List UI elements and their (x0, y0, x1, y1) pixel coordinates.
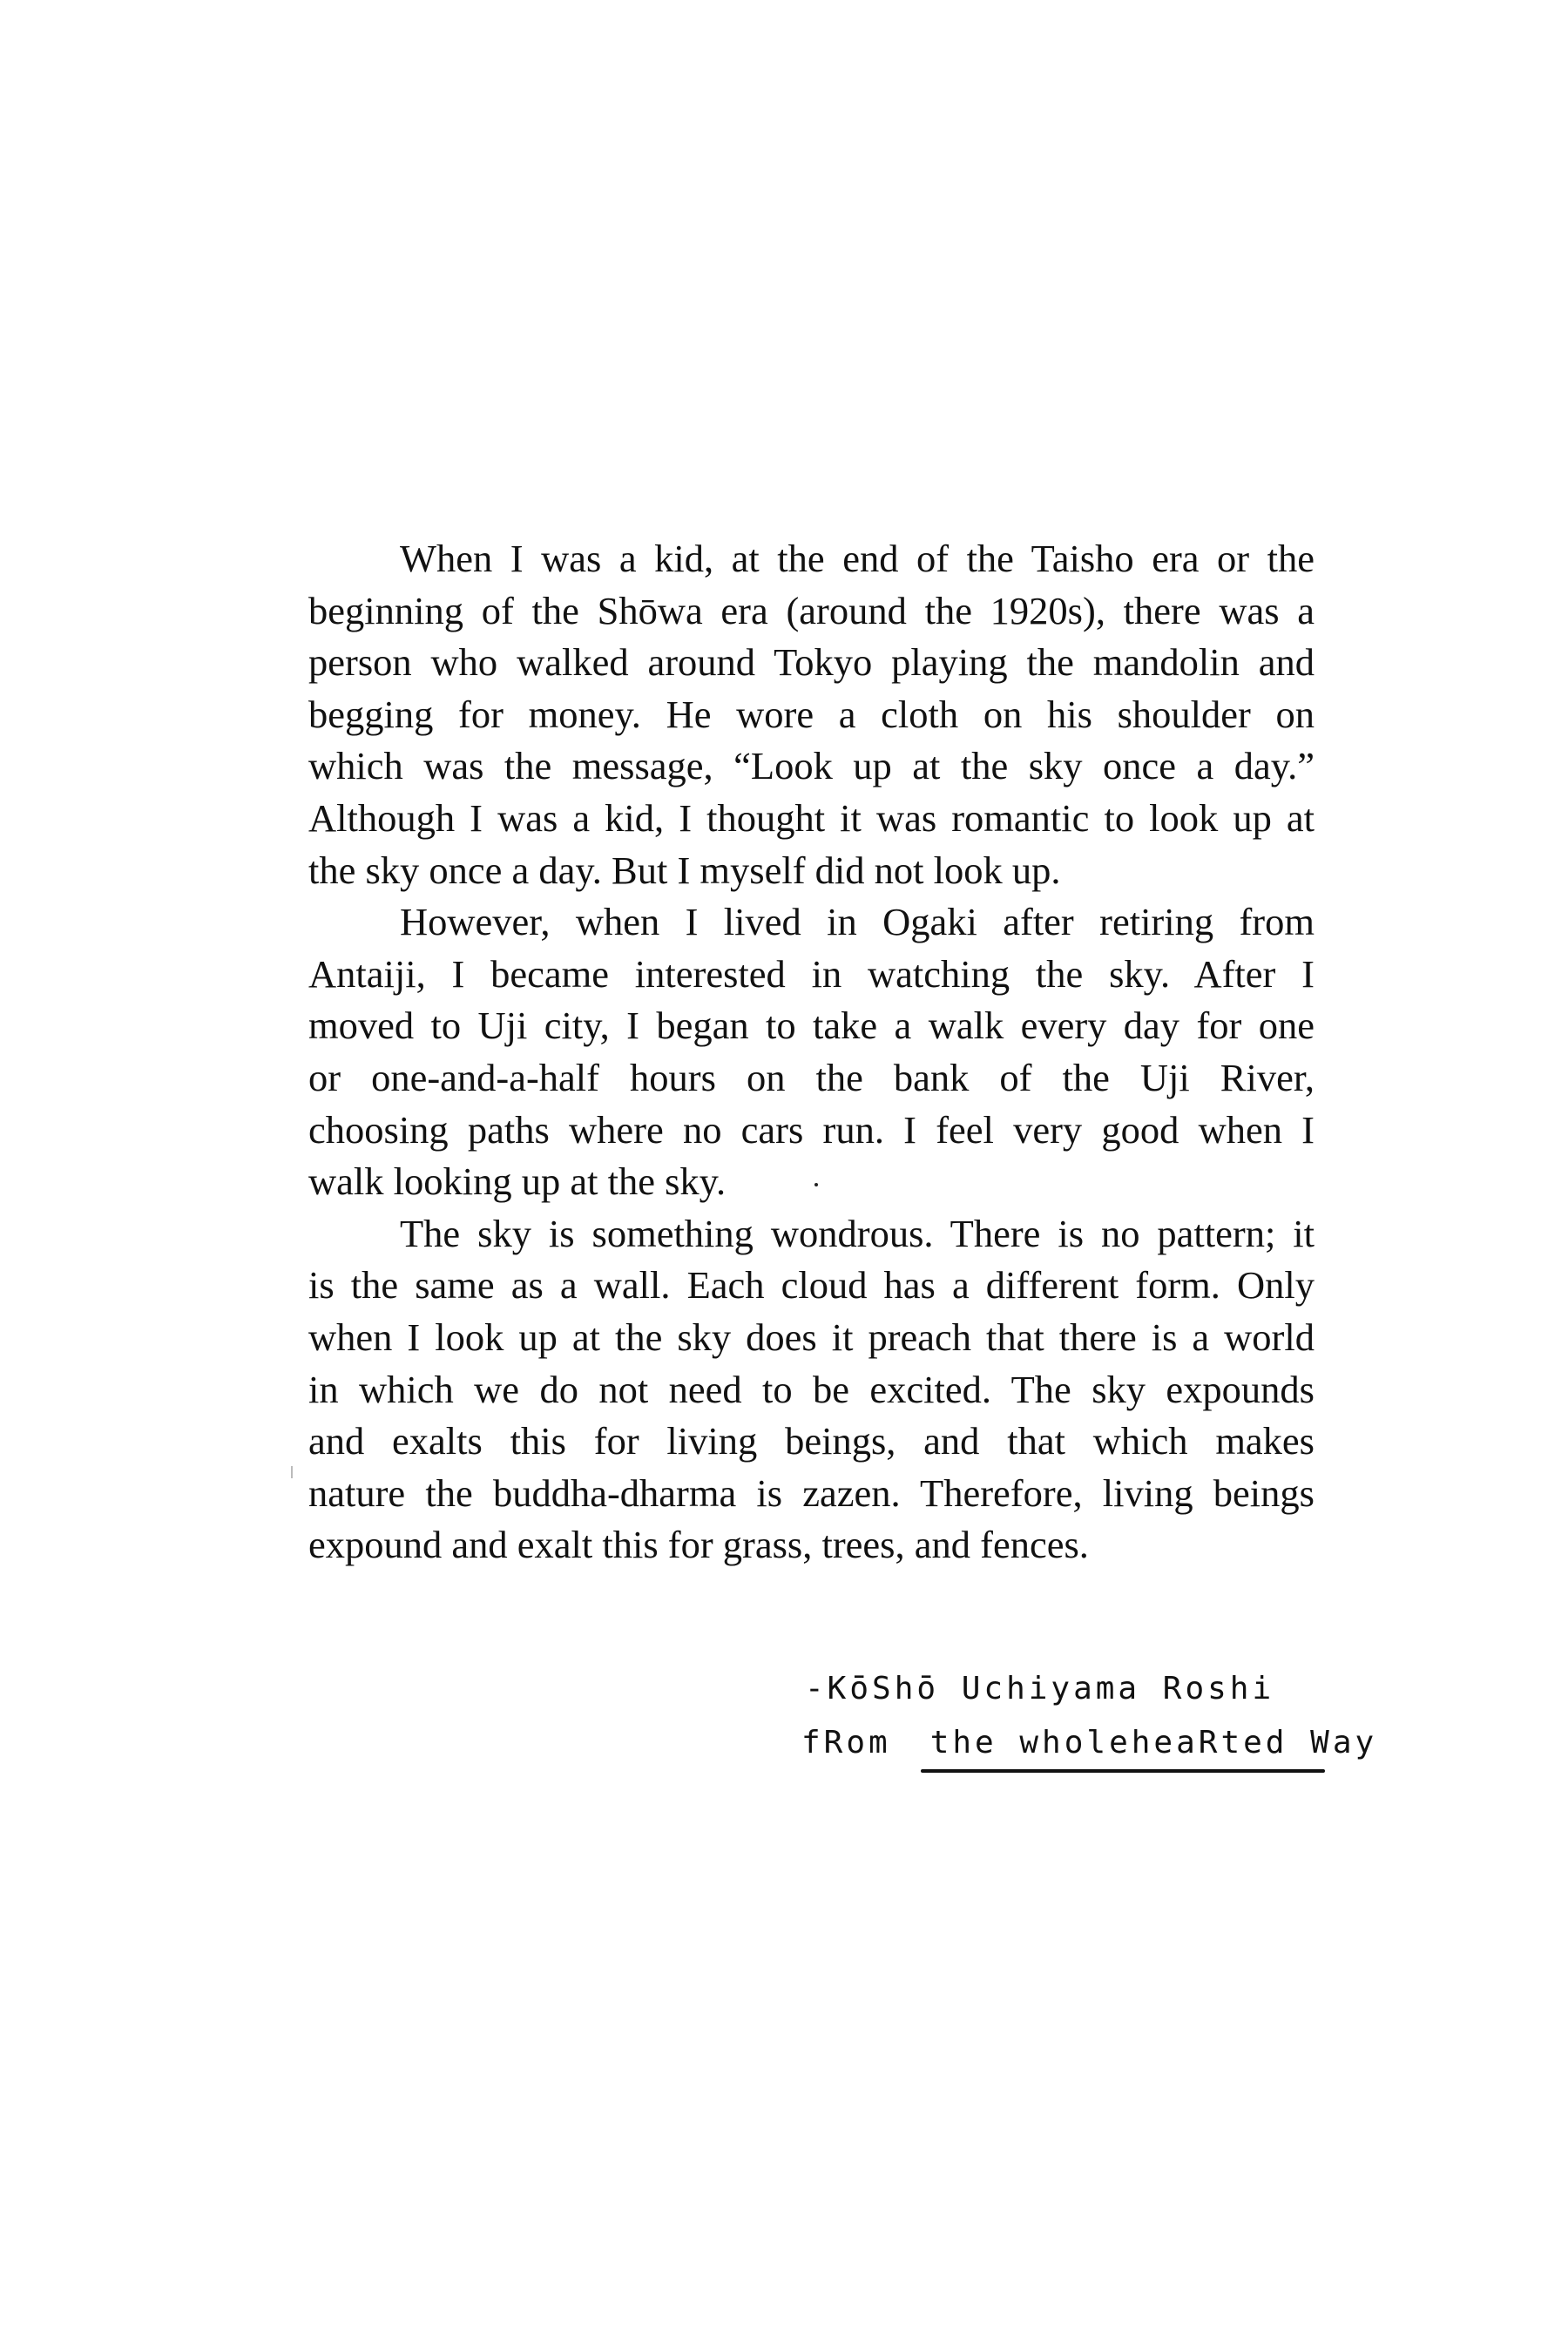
passage-line: which was the message, “Look up at the sky once a day.” (308, 744, 1315, 788)
passage-line: is the same as a wall. Each cloud has a different form. Only (308, 1263, 1315, 1308)
passage-line: When I was a kid, at the end of the Taisho era or the (400, 537, 1315, 580)
passage-line: person who walked around Tokyo playing the mandolin and (308, 640, 1315, 685)
ink-speck (814, 1183, 818, 1186)
passage-line: the sky once a day. But I myself did not look up. (308, 848, 1061, 892)
passage-line: moved to Uji city, I began to take a walk every day for one (308, 1004, 1315, 1048)
passage-line: walk looking up at the sky. (308, 1159, 727, 1204)
margin-mark (291, 1466, 293, 1478)
book-title-underline (921, 1769, 1325, 1773)
passage-line: or one-and-a-half hours on the bank of the Uji River, (308, 1055, 1315, 1099)
passage-line: expound and exalt this for grass, trees, and fences. (308, 1523, 1089, 1567)
attribution-author: -KōShō Uchiyama Roshi (805, 1671, 1275, 1707)
passage-line: and exalts this for living beings, and that which makes (308, 1419, 1315, 1463)
passage-line: in which we do not need to be excited. The sky expounds (308, 1367, 1315, 1411)
passage-line: begging for money. He wore a cloth on his shoulder on (308, 692, 1315, 736)
passage-line: beginning of the Shōwa era (around the 1920s), there was a (308, 588, 1315, 632)
passage-line: Antaiji, I became interested in watching the sky. After I (308, 951, 1315, 996)
passage-line: However, when I lived in Ogaki after retiring from (400, 900, 1315, 944)
quote-passage (308, 533, 1315, 1571)
passage-line: nature the buddha-dharma is zazen. Therefore, living beings (308, 1470, 1315, 1515)
passage-line: when I look up at the sky does it preach that there is a world (308, 1315, 1315, 1359)
passage-line: The sky is something wondrous. There is no pattern; it (400, 1211, 1315, 1255)
passage-line: Although I was a kid, I thought it was romantic to look up at (308, 795, 1315, 840)
attribution-book-title: the wholeheaRted Way (929, 1725, 1378, 1761)
attribution-from: fRom (801, 1725, 891, 1761)
passage-line: choosing paths where no cars run. I feel very good when I (308, 1107, 1315, 1152)
handwritten-attribution (801, 1671, 1378, 1777)
